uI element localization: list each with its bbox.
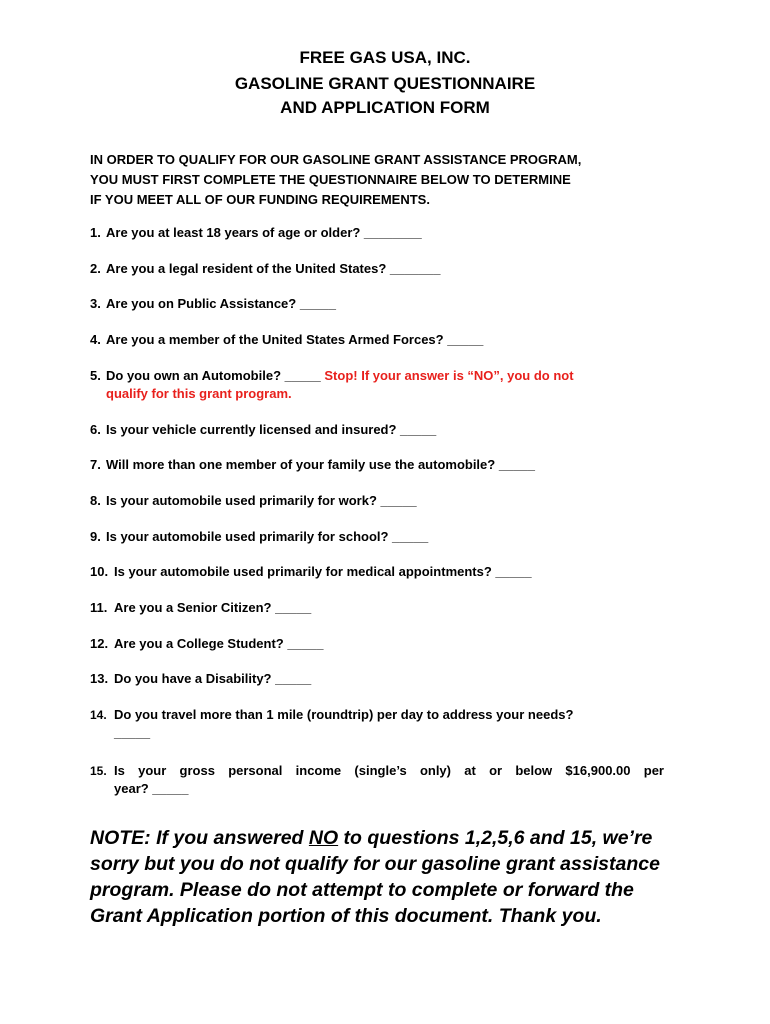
- question-text: Are you a legal resident of the United States? _______: [106, 261, 441, 276]
- question-15: [90, 762, 664, 798]
- company-name: FREE GAS USA, INC.: [299, 48, 471, 67]
- question-text: Are you on Public Assistance? _____: [106, 296, 336, 311]
- question-number: 13.: [90, 671, 109, 686]
- question-4: [90, 331, 668, 349]
- question-number: 9.: [90, 529, 101, 544]
- note-line: [90, 825, 670, 851]
- question-number: 6.: [90, 422, 101, 437]
- question-13: [90, 670, 668, 688]
- question-1: [90, 224, 668, 242]
- note-line: program. Please do not attempt to complete or forward the: [90, 879, 634, 901]
- note-line: Grant Application portion of this document. Thank you.: [90, 905, 602, 927]
- question-text-continued: year? _____: [114, 781, 189, 796]
- question-number: 14.: [90, 708, 107, 722]
- question-text: Is your automobile used primarily for work? _____: [106, 493, 417, 508]
- question-5: [90, 367, 668, 403]
- intro-line: YOU MUST FIRST COMPLETE THE QUESTIONNAIRE BELOW TO DETERMINE: [90, 172, 571, 187]
- answer-blank: _____: [114, 725, 151, 740]
- intro-line: IF YOU MEET ALL OF OUR FUNDING REQUIREMENTS.: [90, 192, 430, 207]
- question-number: 15.: [90, 764, 107, 778]
- note-rest: to questions 1,2,5,6 and 15, we’re: [338, 827, 653, 849]
- note-prefix: NOTE: If you answered: [90, 827, 309, 849]
- question-text: Do you travel more than 1 mile (roundtrip) per day to address your needs?: [114, 707, 574, 722]
- question-number: 5.: [90, 368, 101, 383]
- question-text: Are you a Senior Citizen? _____: [114, 600, 312, 615]
- question-text: Is your automobile used primarily for school? _____: [106, 529, 429, 544]
- question-number: 10.: [90, 564, 109, 579]
- question-7: [90, 456, 668, 474]
- question-text: Are you a College Student? _____: [114, 636, 324, 651]
- question-number: 4.: [90, 332, 101, 347]
- form-subtitle: AND APPLICATION FORM: [280, 98, 490, 117]
- question-text: Will more than one member of your family use the automobile? _____: [106, 457, 535, 472]
- note-line: sorry but you do not qualify for our gasoline grant assistance: [90, 853, 660, 875]
- form-title: GASOLINE GRANT QUESTIONNAIRE: [234, 74, 536, 93]
- question-number: 8.: [90, 493, 101, 508]
- question-3: [90, 295, 668, 313]
- question-number: 11.: [90, 600, 108, 615]
- stop-warning: Stop! If your answer is “NO”, you do not: [324, 368, 574, 383]
- question-8: [90, 492, 668, 510]
- intro-line: IN ORDER TO QUALIFY FOR OUR GASOLINE GRANT ASSISTANCE PROGRAM,: [90, 152, 582, 167]
- question-text: Are you a member of the United States Armed Forces? _____: [106, 332, 484, 347]
- question-text: Are you at least 18 years of age or older? ________: [106, 225, 422, 240]
- question-14: [90, 706, 668, 742]
- question-number: 12.: [90, 636, 109, 651]
- question-line: [90, 762, 664, 780]
- question-text: Do you own an Automobile? _____: [106, 368, 325, 383]
- question-11: [90, 599, 668, 617]
- question-text: Is your gross personal income (single’s only) at or below $16,900.00 per: [114, 763, 664, 778]
- question-text: Is your automobile used primarily for medical appointments? _____: [114, 564, 532, 579]
- question-10: [90, 563, 668, 581]
- question-text: Is your vehicle currently licensed and insured? _____: [106, 422, 437, 437]
- note-no-underlined: NO: [308, 827, 339, 849]
- stop-warning-continued: qualify for this grant program.: [106, 386, 292, 401]
- question-number: 2.: [90, 261, 101, 276]
- question-number: 3.: [90, 296, 101, 311]
- question-9: [90, 528, 668, 546]
- question-number: 7.: [90, 457, 101, 472]
- question-2: [90, 260, 668, 278]
- intro-text: [90, 150, 665, 210]
- disqualification-note: [90, 825, 670, 929]
- question-number: 1.: [90, 225, 101, 240]
- question-6: [90, 421, 668, 439]
- question-12: [90, 635, 668, 653]
- question-text: Do you have a Disability? _____: [114, 671, 312, 686]
